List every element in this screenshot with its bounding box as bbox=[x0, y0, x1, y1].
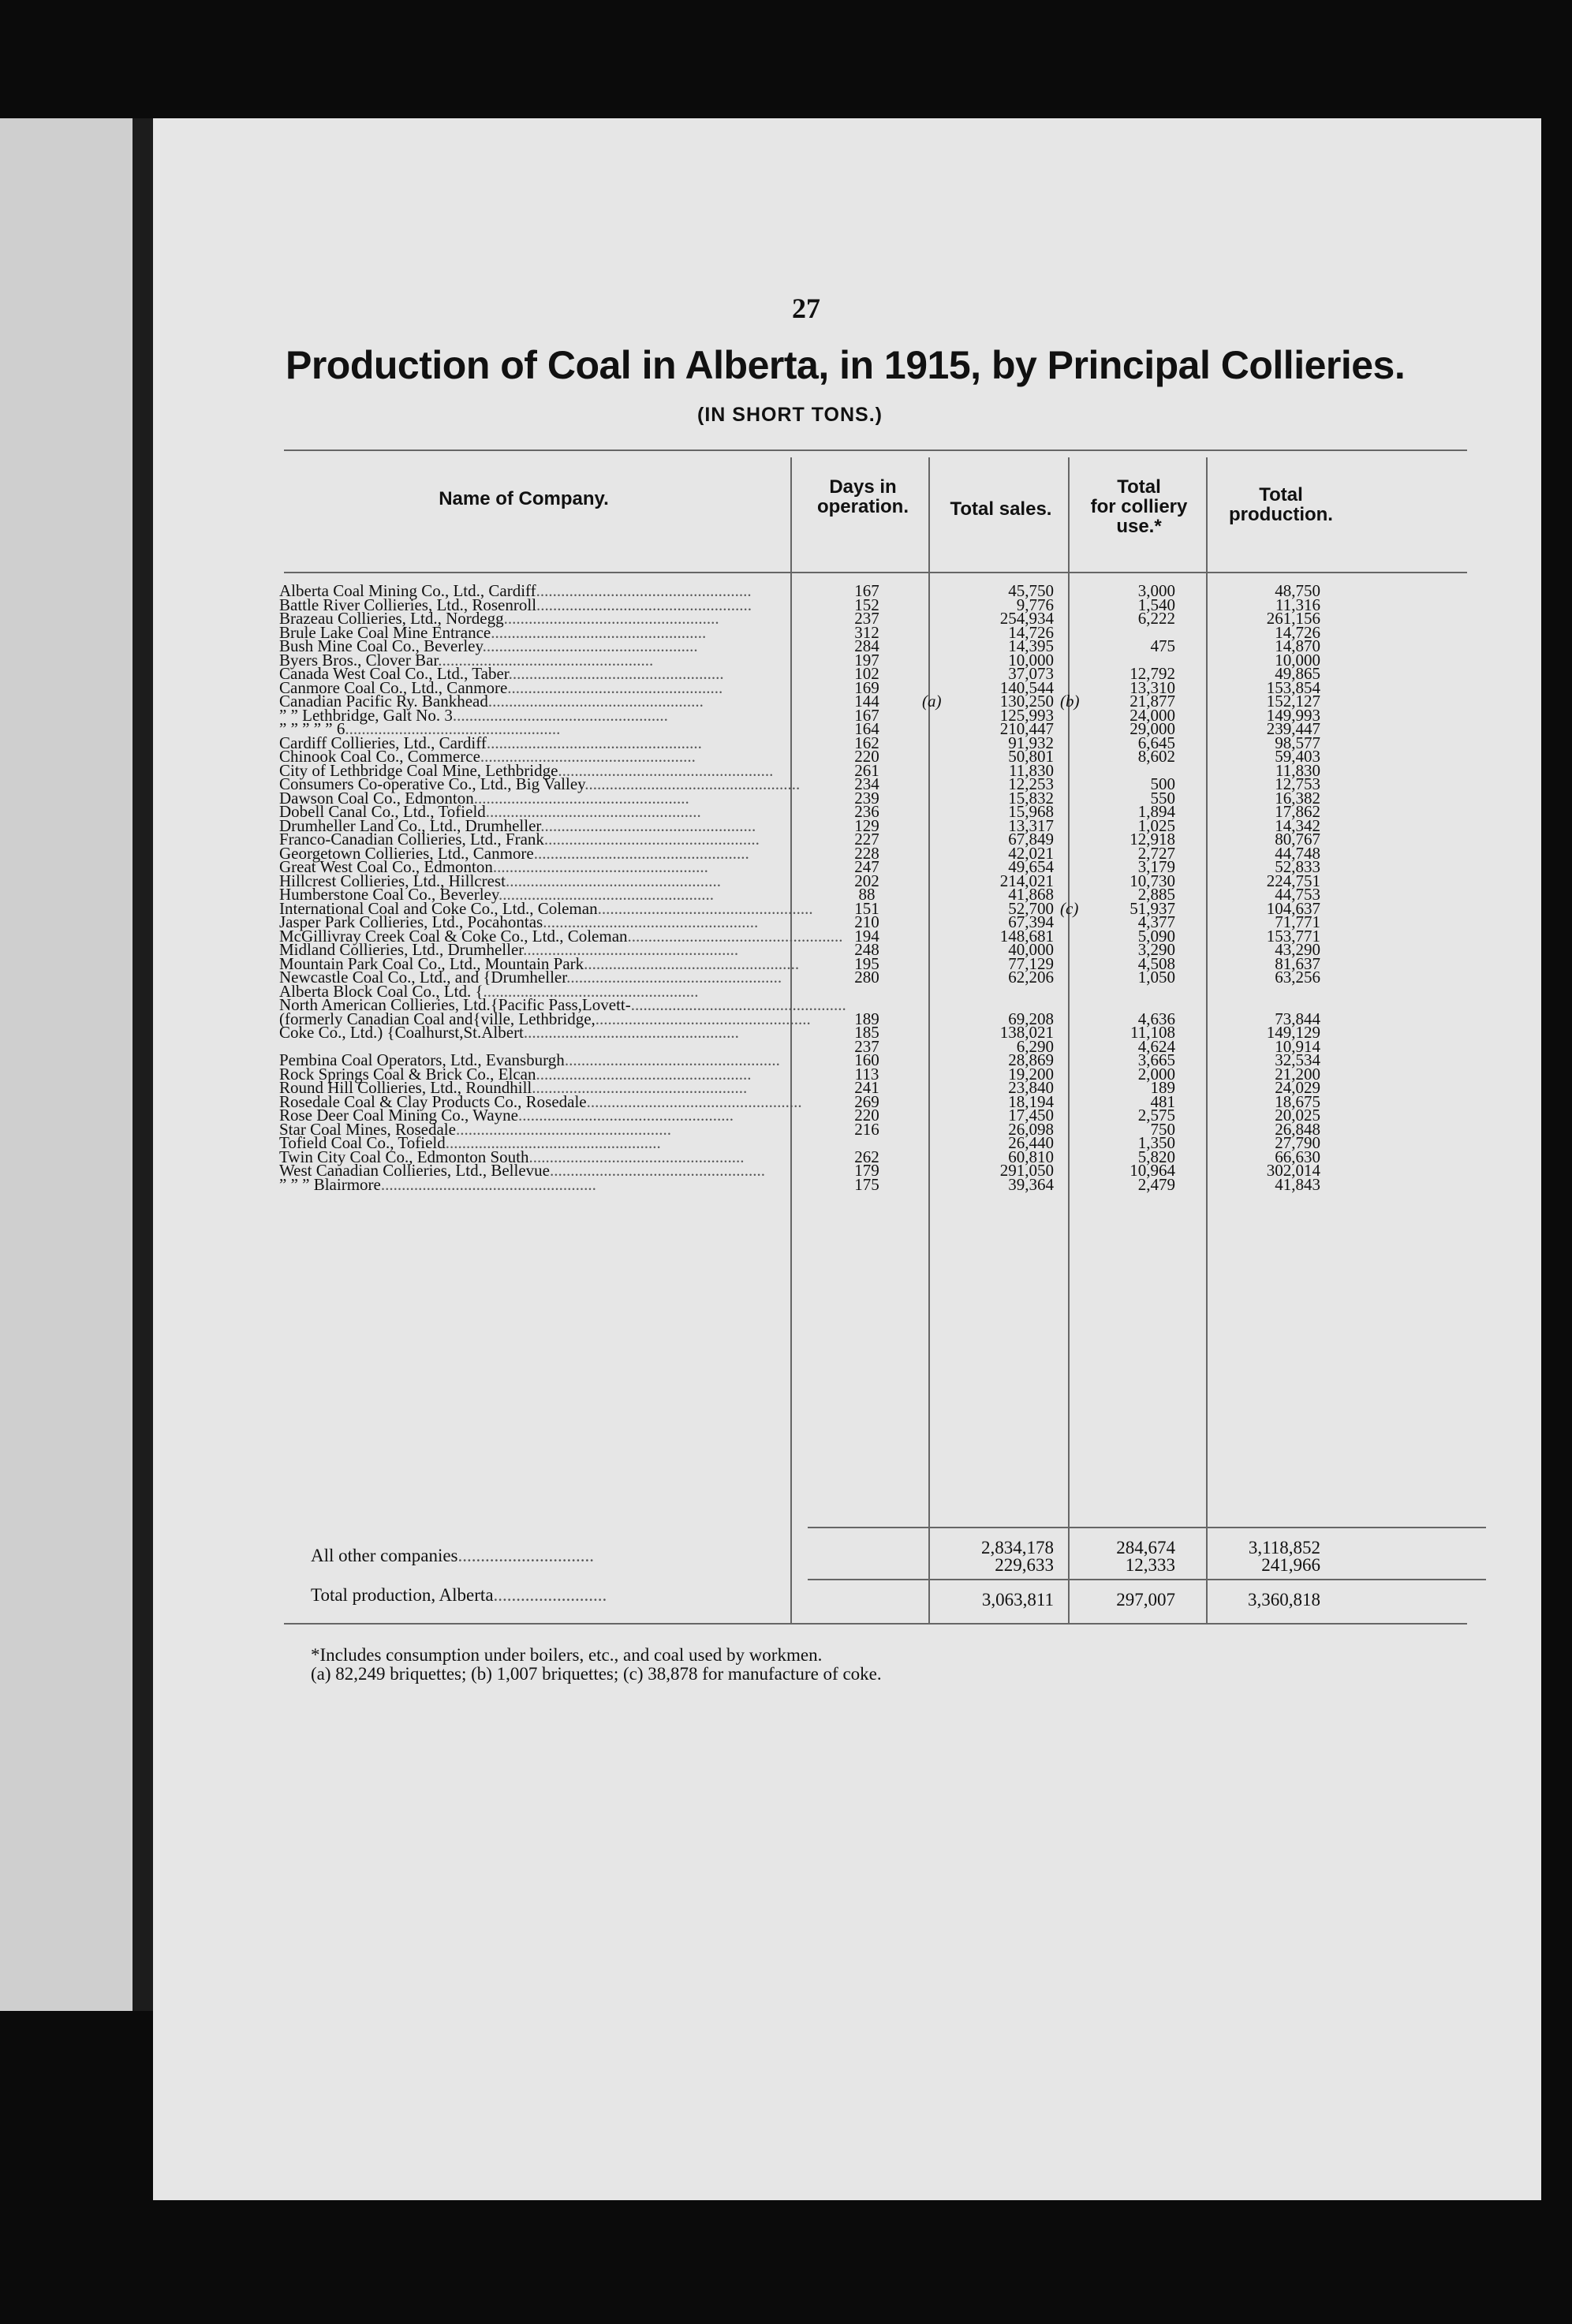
sales-cell: 40,000 bbox=[1008, 940, 1054, 959]
header-days bbox=[804, 477, 922, 517]
leader-dots: .................................................... bbox=[543, 830, 760, 849]
header-use-line: for colliery bbox=[1090, 496, 1188, 517]
header-rule bbox=[284, 572, 1467, 573]
production-cell: 81,637 bbox=[1275, 953, 1320, 973]
production-cell: 59,403 bbox=[1275, 747, 1320, 766]
leader-dots: .................................................... bbox=[549, 1161, 765, 1180]
total-use: 297,007 bbox=[1116, 1590, 1175, 1610]
production-cell: 12,753 bbox=[1275, 774, 1320, 793]
days-cell: 239 bbox=[854, 788, 879, 808]
subtotal-production: 3,118,852 bbox=[1248, 1538, 1320, 1557]
company-name-text: Chinook Coal Co., Commerce bbox=[279, 747, 480, 766]
days-cell: 210 bbox=[854, 912, 879, 931]
leader-dots: .................................................... bbox=[485, 802, 701, 821]
footnote: (a) 82,249 briquettes; (b) 1,007 briquettes; (c) 38,878 for manufacture of coke. bbox=[311, 1664, 882, 1684]
days-cell: 189 bbox=[854, 1009, 879, 1028]
production-cell: 302,014 bbox=[1266, 1161, 1320, 1180]
days-cell: 234 bbox=[854, 774, 879, 793]
use-cell: 189 bbox=[1150, 1078, 1175, 1097]
use-cell: 8,602 bbox=[1137, 747, 1175, 766]
leader-dots: .................................................... bbox=[445, 1133, 661, 1152]
production-cell: 73,844 bbox=[1275, 1009, 1320, 1028]
sales-cell: 12,253 bbox=[1008, 774, 1054, 793]
days-cell: 195 bbox=[854, 953, 879, 973]
sales-cell: 28,869 bbox=[1008, 1050, 1054, 1069]
book-gutter bbox=[133, 118, 153, 2011]
production-cell: 80,767 bbox=[1275, 830, 1320, 849]
production-cell: 14,870 bbox=[1275, 636, 1320, 655]
use-cell: 750 bbox=[1150, 1119, 1175, 1139]
days-cell: 164 bbox=[854, 719, 879, 738]
production-cell: 11,830 bbox=[1275, 760, 1320, 780]
company-name-text: Bush Mine Coal Co., Beverley bbox=[279, 636, 483, 655]
use-cell: 4,508 bbox=[1137, 953, 1175, 973]
company-name-text: Consumers Co-operative Co., Ltd., Big Valley bbox=[279, 774, 585, 793]
company-name-text: Cardiff Collieries, Ltd., Cardiff bbox=[279, 733, 487, 752]
sales-cell: 6,290 bbox=[1016, 1036, 1054, 1056]
production-cell: 44,753 bbox=[1275, 885, 1320, 904]
leader-dots: .................................................... bbox=[543, 912, 759, 931]
use-cell: 481 bbox=[1150, 1091, 1175, 1111]
days-cell: 220 bbox=[854, 1106, 879, 1125]
days-cell: 227 bbox=[854, 830, 879, 849]
other-sales: 229,633 bbox=[995, 1555, 1054, 1575]
sales-cell: 42,021 bbox=[1008, 843, 1054, 863]
company-name-text: Brazeau Collieries, Ltd., Nordegg bbox=[279, 609, 504, 628]
company-name-text: Canada West Coal Co., Ltd., Taber bbox=[279, 664, 509, 683]
sales-cell: 26,098 bbox=[1008, 1119, 1054, 1139]
sales-cell: 52,700 bbox=[1008, 898, 1054, 918]
days-cell: 220 bbox=[854, 747, 879, 766]
use-cell: 12,918 bbox=[1130, 830, 1175, 849]
footnote: *Includes consumption under boilers, etc., and coal used by workmen. bbox=[311, 1645, 823, 1665]
days-cell: 167 bbox=[854, 581, 879, 600]
production-cell: 32,534 bbox=[1275, 1050, 1320, 1069]
days-cell: 262 bbox=[854, 1147, 879, 1166]
other-production: 241,966 bbox=[1261, 1555, 1320, 1575]
leader-dots: .................................................... bbox=[492, 857, 708, 876]
use-cell: 6,222 bbox=[1137, 609, 1175, 628]
total-label-text: Total production, Alberta bbox=[311, 1585, 494, 1605]
use-cell: 475 bbox=[1150, 636, 1175, 655]
days-cell: 169 bbox=[854, 677, 879, 697]
company-name-text: Rosedale Coal & Clay Products Co., Rosedale bbox=[279, 1091, 587, 1111]
days-cell: 228 bbox=[854, 843, 879, 863]
leader-dots: .................................................... bbox=[564, 1050, 780, 1069]
leader-dots: .................................................... bbox=[523, 1023, 739, 1042]
days-cell: 151 bbox=[854, 898, 879, 918]
header-sales: Total sales. bbox=[950, 498, 1052, 520]
days-cell: 167 bbox=[854, 705, 879, 725]
other-companies-label bbox=[311, 1546, 594, 1566]
leader-dots: .................................................... bbox=[508, 664, 724, 683]
leader-dots: .................................................... bbox=[507, 677, 723, 697]
use-cell: 3,665 bbox=[1137, 1050, 1175, 1069]
days-cell: 129 bbox=[854, 815, 879, 835]
leader-dots: .................................................... bbox=[595, 1009, 811, 1028]
sales-cell: 130,250 bbox=[999, 692, 1054, 711]
company-name-text: Humberstone Coal Co., Beverley bbox=[279, 885, 498, 904]
company-name-text: ” ” Lethbridge, Galt No. 3 bbox=[279, 705, 453, 725]
days-cell: 88 bbox=[858, 885, 876, 904]
sales-cell: 26,440 bbox=[1008, 1133, 1054, 1152]
sales-cell: 67,394 bbox=[1008, 912, 1054, 931]
sales-cell: 49,654 bbox=[1008, 857, 1054, 876]
company-name-text: Alberta Block Coal Co., Ltd. { bbox=[279, 981, 484, 1001]
leader-dots: .................................................... bbox=[566, 968, 782, 987]
sales-cell: 17,450 bbox=[1008, 1106, 1054, 1125]
production-cell: 224,751 bbox=[1266, 871, 1320, 890]
sales-cell: 138,021 bbox=[999, 1023, 1054, 1042]
table-row bbox=[153, 1023, 1541, 1042]
leader-dots: .................................................... bbox=[486, 733, 702, 752]
production-cell: 153,854 bbox=[1266, 677, 1320, 697]
company-name-text: (formerly Canadian Coal and{ville, Lethbridge, bbox=[279, 1009, 596, 1028]
company-name-text: Star Coal Mines, Rosedale bbox=[279, 1119, 456, 1139]
company-name-text: McGillivray Creek Coal & Coke Co., Ltd., Coleman bbox=[279, 926, 628, 946]
total-production: 3,360,818 bbox=[1248, 1590, 1320, 1610]
production-cell: 66,630 bbox=[1275, 1147, 1320, 1166]
sales-cell: 18,194 bbox=[1008, 1091, 1054, 1111]
leader-dots: .................................................... bbox=[536, 595, 752, 614]
company-name-text: Byers Bros., Clover Bar bbox=[279, 650, 439, 670]
use-cell: 21,877 bbox=[1130, 692, 1175, 711]
production-cell: 152,127 bbox=[1266, 692, 1320, 711]
use-cell: 1,350 bbox=[1137, 1133, 1175, 1152]
use-cell: 10,964 bbox=[1130, 1161, 1175, 1180]
days-cell: 194 bbox=[854, 926, 879, 946]
subtotal-sales: 2,834,178 bbox=[981, 1538, 1054, 1557]
production-cell: 26,848 bbox=[1275, 1119, 1320, 1139]
company-name-text: Rose Deer Coal Mining Co., Wayne bbox=[279, 1106, 518, 1125]
use-cell: 4,624 bbox=[1137, 1036, 1175, 1056]
days-cell: 216 bbox=[854, 1119, 879, 1139]
production-cell: 18,675 bbox=[1275, 1091, 1320, 1111]
sales-cell: 77,129 bbox=[1008, 953, 1054, 973]
company-name-text: Brule Lake Coal Mine Entrance bbox=[279, 622, 491, 642]
sales-cell: 91,932 bbox=[1008, 733, 1054, 752]
production-cell: 20,025 bbox=[1275, 1106, 1320, 1125]
use-cell: 1,894 bbox=[1137, 802, 1175, 821]
company-name-text: Midland Collieries, Ltd., Drumheller bbox=[279, 940, 524, 959]
days-cell: 160 bbox=[854, 1050, 879, 1069]
sales-cell: 41,868 bbox=[1008, 885, 1054, 904]
days-cell: 144 bbox=[854, 692, 879, 711]
use-cell: 500 bbox=[1150, 774, 1175, 793]
header-production-line: production. bbox=[1229, 504, 1333, 525]
production-cell: 21,200 bbox=[1275, 1064, 1320, 1084]
use-cell: 4,377 bbox=[1137, 912, 1175, 931]
page-number: 27 bbox=[792, 293, 820, 324]
company-name-text: Twin City Coal Co., Edmonton South bbox=[279, 1147, 529, 1166]
leader-dots: .................................................... bbox=[536, 581, 752, 600]
days-cell: 269 bbox=[854, 1091, 879, 1111]
production-cell: 63,256 bbox=[1275, 968, 1320, 987]
use-cell: 11,108 bbox=[1130, 1023, 1175, 1042]
use-cell: 1,050 bbox=[1137, 968, 1175, 987]
production-cell: 10,000 bbox=[1275, 650, 1320, 670]
sales-cell: 45,750 bbox=[1008, 581, 1054, 600]
total-rule bbox=[808, 1579, 1486, 1580]
company-name-text: Jasper Park Collieries, Ltd., Pocahontas bbox=[279, 912, 543, 931]
table-row bbox=[153, 1174, 1541, 1194]
bottom-rule bbox=[284, 1623, 1467, 1625]
company-name-text: City of Lethbridge Coal Mine, Lethbridge bbox=[279, 760, 558, 780]
use-cell: 6,645 bbox=[1137, 733, 1175, 752]
subtotal-use: 284,674 bbox=[1116, 1538, 1175, 1557]
sales-cell: 15,968 bbox=[1008, 802, 1054, 821]
leader-dots: .................................................... bbox=[438, 650, 654, 670]
production-cell: 98,577 bbox=[1275, 733, 1320, 752]
use-cell: 2,885 bbox=[1137, 885, 1175, 904]
company-name-text: ” ” ” Blairmore bbox=[279, 1174, 381, 1194]
days-cell: 152 bbox=[854, 595, 879, 614]
leader-dots: .................................................... bbox=[597, 898, 813, 918]
company-name-text: Hillcrest Collieries, Ltd., Hillcrest bbox=[279, 871, 506, 890]
production-cell: 52,833 bbox=[1275, 857, 1320, 876]
production-cell: 44,748 bbox=[1275, 843, 1320, 863]
header-days-line: operation. bbox=[816, 496, 909, 517]
company-name-text: West Canadian Collieries, Ltd., Bellevue bbox=[279, 1161, 550, 1180]
page-title: Production of Coal in Alberta, in 1915, by Principal Collieries. bbox=[286, 343, 1406, 387]
production-cell: 239,447 bbox=[1266, 719, 1320, 738]
company-name-text: Rock Springs Coal & Brick Co., Elcan bbox=[279, 1064, 536, 1084]
leader-dots: .................................................... bbox=[586, 1091, 802, 1111]
leader-dots: .................................................... bbox=[503, 609, 719, 628]
company-name-text: Dobell Canal Co., Ltd., Tofield bbox=[279, 802, 486, 821]
other-companies-text: All other companies bbox=[311, 1546, 458, 1565]
use-cell: 2,727 bbox=[1137, 843, 1175, 863]
production-cell: 153,771 bbox=[1266, 926, 1320, 946]
use-cell: 3,179 bbox=[1137, 857, 1175, 876]
sales-cell: 140,544 bbox=[999, 677, 1054, 697]
days-cell: 202 bbox=[854, 871, 879, 890]
leader-dots: .................................................... bbox=[536, 1064, 752, 1084]
production-cell: 71,771 bbox=[1275, 912, 1320, 931]
production-cell: 261,156 bbox=[1266, 609, 1320, 628]
company-name-text: Newcastle Coal Co., Ltd., and {Drumheller bbox=[279, 968, 567, 987]
use-cell: 12,792 bbox=[1130, 664, 1175, 683]
sales-cell: 210,447 bbox=[999, 719, 1054, 738]
production-cell: 48,750 bbox=[1275, 581, 1320, 600]
sales-cell: 37,073 bbox=[1008, 664, 1054, 683]
document-page bbox=[153, 118, 1541, 2200]
leader-dots: .................................................... bbox=[517, 1106, 734, 1125]
days-cell: 241 bbox=[854, 1078, 879, 1097]
header-use bbox=[1076, 477, 1202, 536]
company-name-text: Alberta Coal Mining Co., Ltd., Cardiff bbox=[279, 581, 536, 600]
days-cell: 236 bbox=[854, 802, 879, 821]
sales-cell: 214,021 bbox=[999, 871, 1054, 890]
header-name: Name of Company. bbox=[439, 488, 609, 509]
use-cell: 1,540 bbox=[1137, 595, 1175, 614]
production-cell: 27,790 bbox=[1275, 1133, 1320, 1152]
header-production bbox=[1210, 485, 1352, 524]
leader-dots: .................................................... bbox=[505, 871, 721, 890]
production-cell: 11,316 bbox=[1275, 595, 1320, 614]
company-name-text: Round Hill Collieries, Ltd., Roundhill bbox=[279, 1078, 532, 1097]
days-cell: 113 bbox=[854, 1064, 879, 1084]
leader-dots: .................................................... bbox=[558, 760, 774, 780]
use-cell: 3,290 bbox=[1137, 940, 1175, 959]
production-cell: 43,290 bbox=[1275, 940, 1320, 959]
sales-cell: 62,206 bbox=[1008, 968, 1054, 987]
company-name-text: Franco-Canadian Collieries, Ltd., Frank bbox=[279, 830, 544, 849]
leader-dots: .................................................... bbox=[487, 692, 704, 711]
facing-page-edge bbox=[0, 118, 139, 2011]
leader-dots: .................................................... bbox=[491, 622, 707, 642]
leader-dots: .................................................... bbox=[473, 788, 689, 808]
company-name-text: North American Collieries, Ltd.{Pacific Pass,Lovett- bbox=[279, 995, 631, 1014]
production-cell: 16,382 bbox=[1275, 788, 1320, 808]
production-cell: 14,342 bbox=[1275, 815, 1320, 835]
company-name-text: ” ” ” ” ” 6 bbox=[279, 719, 345, 738]
use-cell: 2,000 bbox=[1137, 1064, 1175, 1084]
company-name-text: Pembina Coal Operators, Ltd., Evansburgh bbox=[279, 1050, 565, 1069]
use-cell: 24,000 bbox=[1130, 705, 1175, 725]
production-cell: 149,129 bbox=[1266, 1023, 1320, 1042]
leader-dots: .................................................... bbox=[380, 1174, 596, 1194]
use-cell: 5,820 bbox=[1137, 1147, 1175, 1166]
total-label bbox=[311, 1585, 607, 1606]
leader-dots: .................................................... bbox=[528, 1147, 745, 1166]
days-cell: 284 bbox=[854, 636, 879, 655]
days-cell: 280 bbox=[854, 968, 879, 987]
leader-dots: .................................................... bbox=[345, 719, 561, 738]
production-cell: 149,993 bbox=[1266, 705, 1320, 725]
days-cell: 162 bbox=[854, 733, 879, 752]
company-name-text: Georgetown Collieries, Ltd., Canmore bbox=[279, 843, 534, 863]
leader-dots: .................................................... bbox=[498, 885, 714, 904]
sales-cell: 10,000 bbox=[1008, 650, 1054, 670]
top-rule bbox=[284, 450, 1467, 451]
production-cell: 49,865 bbox=[1275, 664, 1320, 683]
leader-dots: .................................................... bbox=[627, 926, 843, 946]
use-cell: 2,479 bbox=[1137, 1174, 1175, 1194]
use-cell: 5,090 bbox=[1137, 926, 1175, 946]
leader-dots: .................................................... bbox=[630, 995, 846, 1014]
leader-dots: .................................................... bbox=[523, 940, 739, 959]
sales-cell: 125,993 bbox=[999, 705, 1054, 725]
use-cell: 2,575 bbox=[1137, 1106, 1175, 1125]
sales-cell: 67,849 bbox=[1008, 830, 1054, 849]
sales-cell: 9,776 bbox=[1016, 595, 1054, 614]
production-cell: 17,862 bbox=[1275, 802, 1320, 821]
footnote-marker: (c) bbox=[1060, 898, 1079, 918]
company-name-text: Mountain Park Coal Co., Ltd., Mountain Park bbox=[279, 953, 584, 973]
leader-dots: .................................................... bbox=[533, 843, 749, 863]
sales-cell: 19,200 bbox=[1008, 1064, 1054, 1084]
company-name-text: International Coal and Coke Co., Ltd., Coleman bbox=[279, 898, 598, 918]
leader-dots: .................................................... bbox=[584, 953, 800, 973]
company-name-text: Great West Coal Co., Edmonton bbox=[279, 857, 493, 876]
header-days-line: Days in bbox=[829, 476, 897, 498]
company-name-text: Dawson Coal Co., Edmonton bbox=[279, 788, 474, 808]
sales-cell: 14,726 bbox=[1008, 622, 1054, 642]
days-cell: 237 bbox=[854, 1036, 879, 1056]
header-use-line: Total bbox=[1117, 476, 1161, 498]
production-cell: 14,726 bbox=[1275, 622, 1320, 642]
sales-cell: 15,832 bbox=[1008, 788, 1054, 808]
days-cell: 248 bbox=[854, 940, 879, 959]
company-name-text: Tofield Coal Co., Tofield bbox=[279, 1133, 446, 1152]
sales-cell: 11,830 bbox=[1009, 760, 1054, 780]
production-cell: 24,029 bbox=[1275, 1078, 1320, 1097]
days-cell: 237 bbox=[854, 609, 879, 628]
sales-cell: 39,364 bbox=[1008, 1174, 1054, 1194]
footnote-marker: (a) bbox=[922, 692, 942, 711]
production-cell: 41,843 bbox=[1275, 1174, 1320, 1194]
leader-dots: .................................................... bbox=[455, 1119, 671, 1139]
leader-dots: .............................. bbox=[457, 1546, 595, 1565]
sales-cell: 148,681 bbox=[999, 926, 1054, 946]
use-cell: 550 bbox=[1150, 788, 1175, 808]
sales-cell: 23,840 bbox=[1008, 1078, 1054, 1097]
leader-dots: .................................................... bbox=[540, 815, 756, 835]
leader-dots: .................................................... bbox=[532, 1078, 748, 1097]
use-cell: 29,000 bbox=[1130, 719, 1175, 738]
page-subtitle: (IN SHORT TONS.) bbox=[697, 404, 883, 426]
leader-dots: .................................................... bbox=[482, 636, 698, 655]
sales-cell: 60,810 bbox=[1008, 1147, 1054, 1166]
company-name-text: Battle River Collieries, Ltd., Rosenroll bbox=[279, 595, 537, 614]
sales-cell: 14,395 bbox=[1008, 636, 1054, 655]
sales-cell: 254,934 bbox=[999, 609, 1054, 628]
sales-cell: 291,050 bbox=[999, 1161, 1054, 1180]
other-use: 12,333 bbox=[1125, 1555, 1175, 1575]
company-name bbox=[279, 1023, 784, 1042]
company-name bbox=[279, 1174, 784, 1194]
use-cell: 3,000 bbox=[1137, 581, 1175, 600]
company-name-text: Drumheller Land Co., Ltd., Drumheller bbox=[279, 815, 541, 835]
sales-cell: 69,208 bbox=[1008, 1009, 1054, 1028]
production-cell: 104,637 bbox=[1266, 898, 1320, 918]
use-cell: 51,937 bbox=[1130, 898, 1175, 918]
days-cell: 312 bbox=[854, 622, 879, 642]
header-production-line: Total bbox=[1259, 484, 1303, 505]
production-cell: 10,914 bbox=[1275, 1036, 1320, 1056]
days-cell: 185 bbox=[854, 1023, 879, 1042]
days-cell: 175 bbox=[854, 1174, 879, 1194]
use-cell: 1,025 bbox=[1137, 815, 1175, 835]
leader-dots: .................................................... bbox=[452, 705, 668, 725]
sales-cell: 50,801 bbox=[1008, 747, 1054, 766]
days-cell: 197 bbox=[854, 650, 879, 670]
days-cell: 179 bbox=[854, 1161, 879, 1180]
use-cell: 4,636 bbox=[1137, 1009, 1175, 1028]
sales-cell: 13,317 bbox=[1008, 815, 1054, 835]
company-name-text: Coke Co., Ltd.) {Coalhurst,St.Albert bbox=[279, 1023, 524, 1042]
leader-dots: ......................... bbox=[493, 1585, 607, 1605]
company-name-text: Canmore Coal Co., Ltd., Canmore bbox=[279, 677, 508, 697]
company-name-text: Canadian Pacific Ry. Bankhead bbox=[279, 692, 488, 711]
days-cell: 102 bbox=[854, 664, 879, 683]
days-cell: 247 bbox=[854, 857, 879, 876]
total-sales: 3,063,811 bbox=[981, 1590, 1054, 1610]
use-cell: 10,730 bbox=[1130, 871, 1175, 890]
leader-dots: .................................................... bbox=[483, 981, 699, 1001]
leader-dots: .................................................... bbox=[584, 774, 801, 793]
subtotal-rule bbox=[808, 1527, 1486, 1528]
leader-dots: .................................................... bbox=[480, 747, 696, 766]
footnote-marker: (b) bbox=[1060, 692, 1080, 711]
use-cell: 13,310 bbox=[1130, 677, 1175, 697]
days-cell: 261 bbox=[854, 760, 879, 780]
header-use-line: use.* bbox=[1116, 516, 1162, 537]
